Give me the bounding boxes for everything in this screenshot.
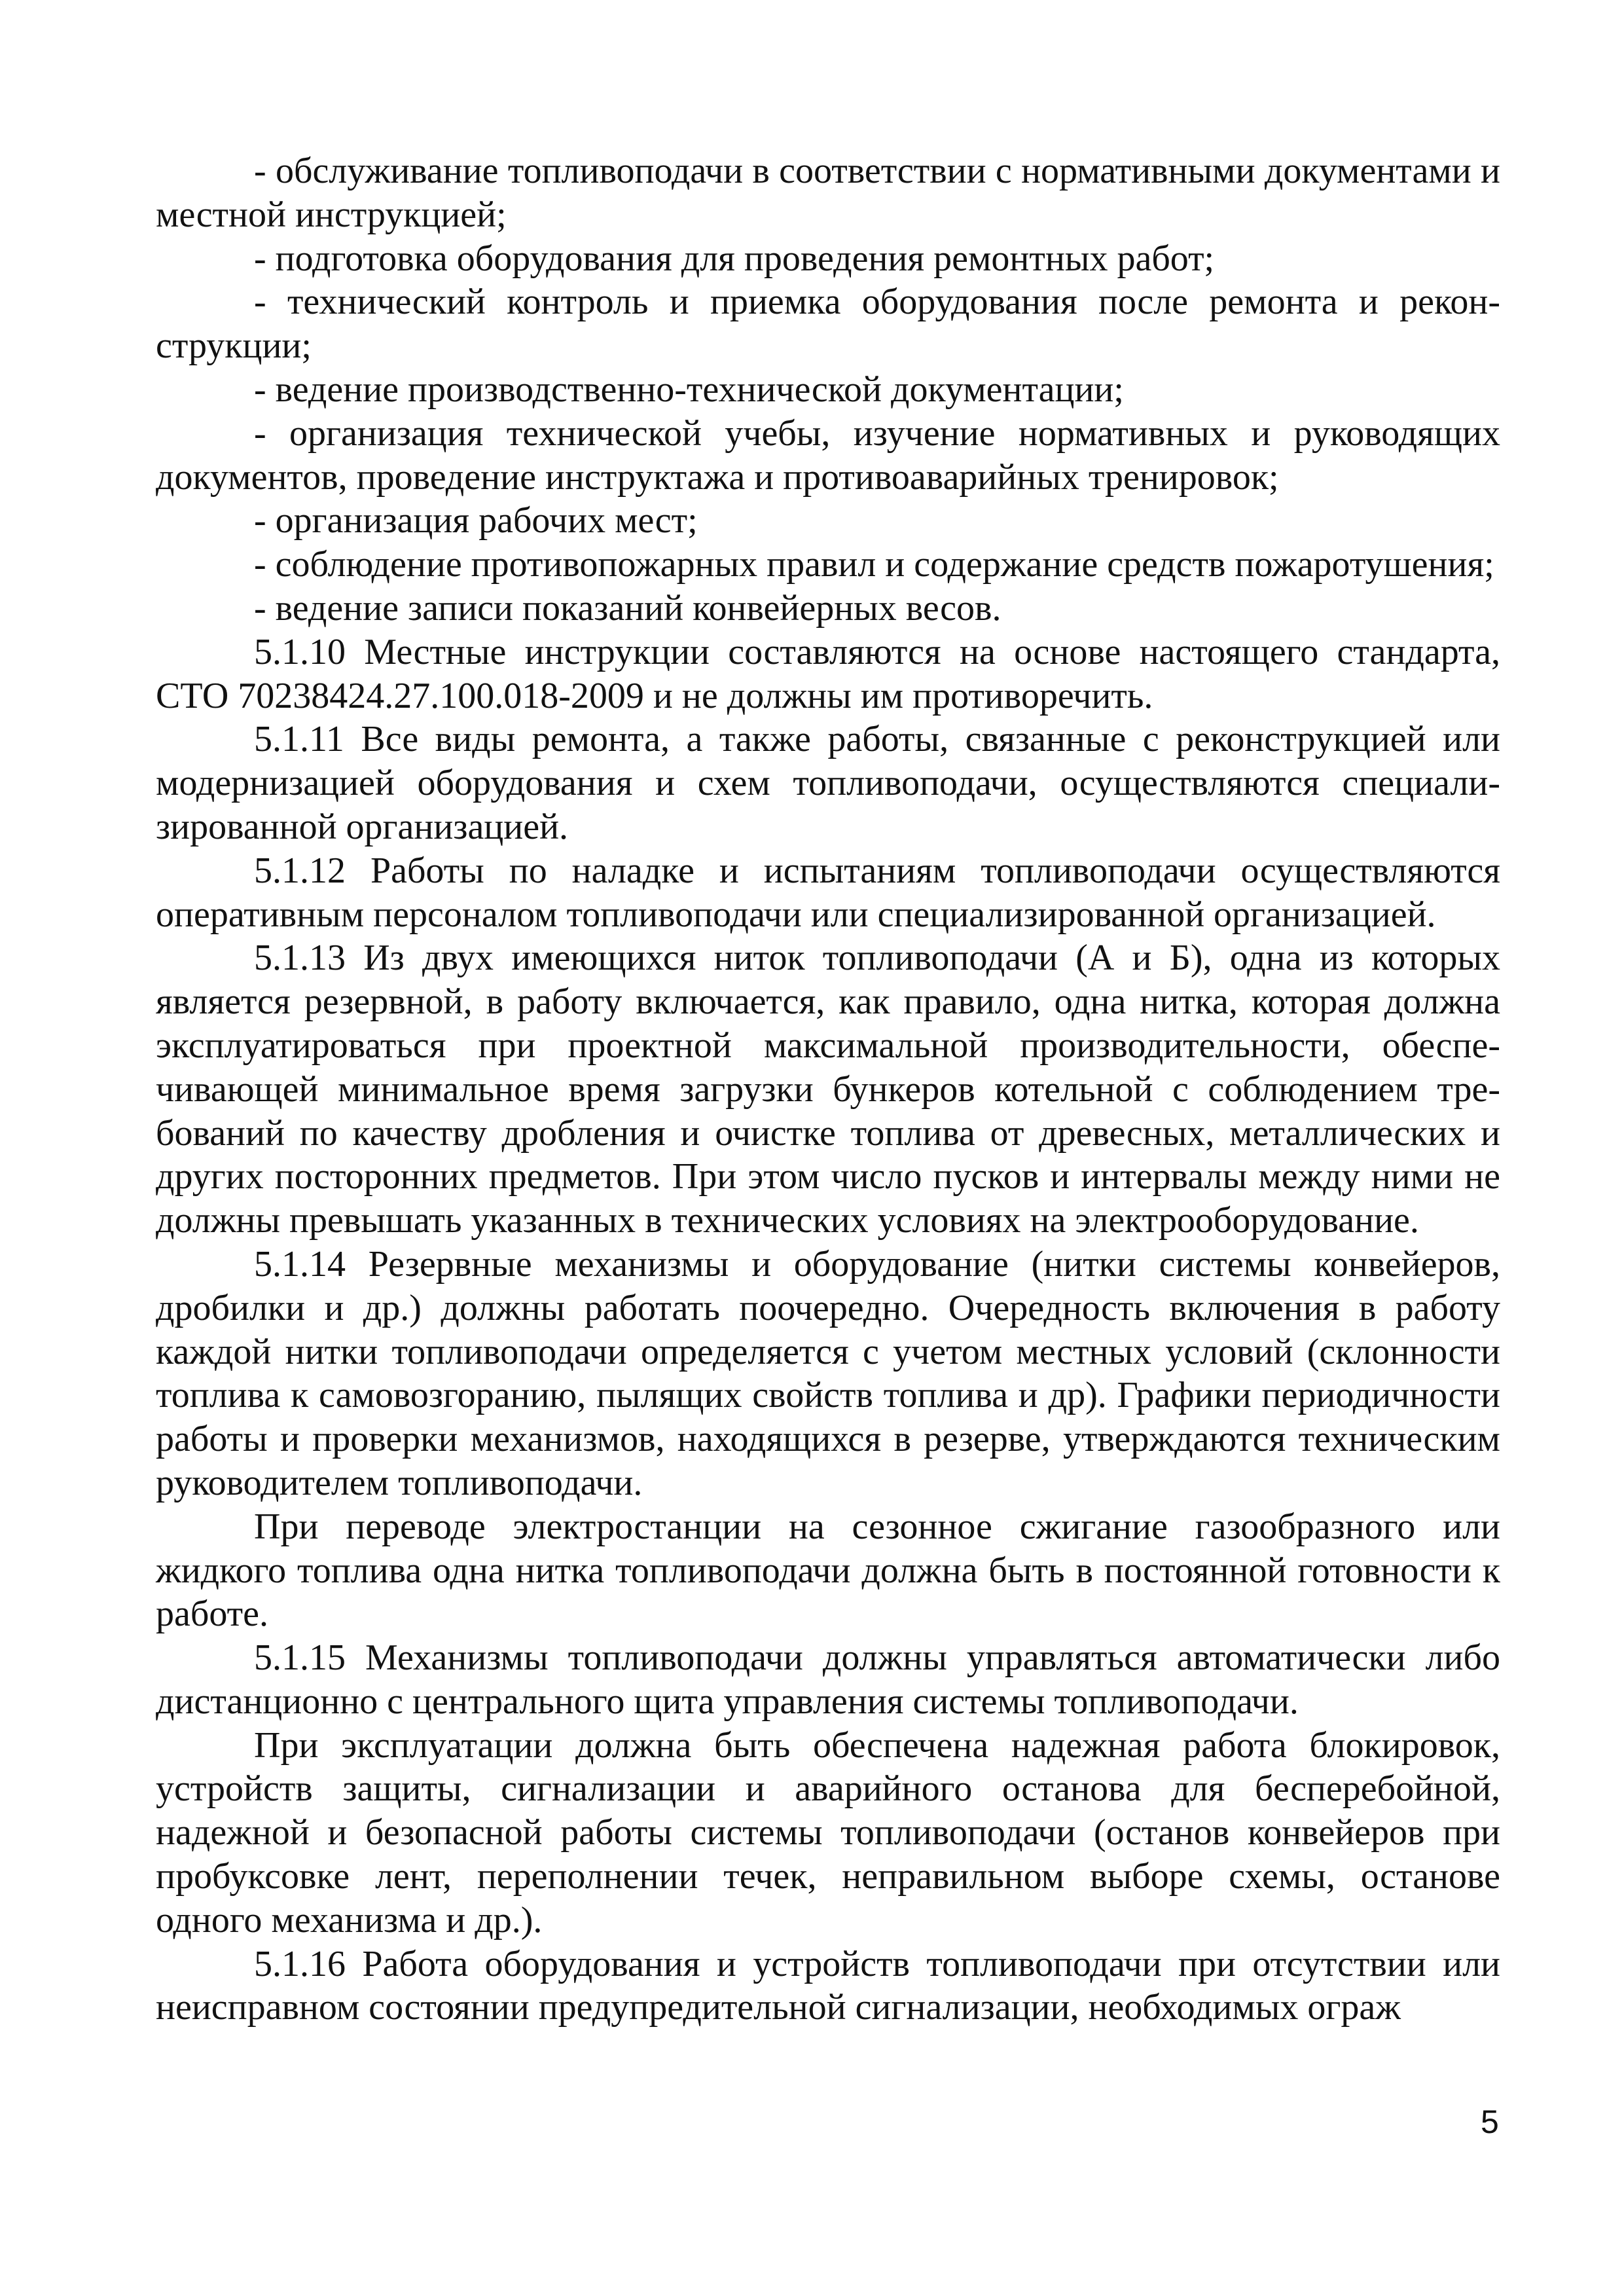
paragraph: - технический контроль и приемка оборудования после ремонта и реконструкции; (156, 282, 1500, 367)
paragraph: - ведение записи показаний конвейерных весов. (254, 587, 1001, 629)
paragraph: 5.1.12 Работы по наладке и испытаниям топливоподачи осуществляются оперативным персоналом топливоподачи или специализированной организацией. (156, 850, 1500, 935)
document-body (156, 149, 1500, 2030)
page-number: 5 (1481, 2104, 1499, 2140)
paragraph: При эксплуатации должна быть обеспечена надежная работа блокировок, устройств защиты, сигнализации и аварийного останова для бесперебойной, надежной и безопасной работы системы топливоподачи (останов конвейеров при пробуксовке лент, переполнении течек, неправильном выборе схемы, останове одного механизма и др.). (156, 1724, 1500, 1941)
paragraph: При переводе электростанции на сезонное сжигание газообразного или жидкого топлива одна нитка топливоподачи должна быть в постоянной готовности к работе. (156, 1506, 1500, 1635)
paragraph: 5.1.15 Механизмы топливоподачи должны управляться автоматически либо дистанционно с центрального щита управления системы топливоподачи. (156, 1637, 1500, 1722)
paragraph: 5.1.13 Из двух имеющихся ниток топливоподачи (А и Б), одна из которых является резервной, в работу включается, как правило, одна нитка, которая должна эксплуатироваться при проектной максимальной производительности, обеспечивающей минимальное время загрузки бункеров котельной с соблюдением требований по качеству дробления и очистке топлива от древесных, металлических и других посторонних предметов. При этом число пусков и интервалы между ними не должны превышать указанных в технических условиях на электрооборудование. (156, 938, 1500, 1241)
paragraph: - ведение производственно-технической документации; (254, 369, 1124, 410)
paragraph: 5.1.11 Все виды ремонта, а также работы, связанные с реконструкцией или модернизацией оборудования и схем топливоподачи, осуществляются специализированной организацией. (156, 719, 1500, 847)
paragraph: 5.1.14 Резервные механизмы и оборудование (нитки системы конвейеров, дробилки и др.) должны работать поочередно. Очередность включения в работу каждой нитки топливоподачи определяется с учетом местных условий (склонности топлива к самовозгоранию, пылящих свойств топлива и др). Графики периодичности работы и проверки механизмов, находящихся в резерве, утверждаются техническим руководителем топливоподачи. (156, 1243, 1500, 1503)
paragraph: 5.1.16 Работа оборудования и устройств топливоподачи при отсутствии или неисправном состоянии предупредительной сигнализации, необходимых ограж (156, 1943, 1500, 2028)
paragraph: - подготовка оборудования для проведения ремонтных работ; (254, 238, 1215, 279)
paragraph: 5.1.10 Местные инструкции составляются на основе настоящего стандарта, СТО 70238424.27.100.018-2009 и не должны им противоречить. (156, 631, 1500, 716)
paragraph: - обслуживание топливоподачи в соответствии с нормативными документами и местной инструкцией; (156, 151, 1500, 235)
paragraph: - организация рабочих мест; (254, 500, 698, 541)
paragraph: - соблюдение противопожарных правил и содержание средств пожаротушения; (254, 544, 1494, 585)
paragraph: - организация технической учебы, изучение нормативных и руководящих документов, проведение инструктажа и противоаварийных тренировок; (156, 412, 1500, 498)
